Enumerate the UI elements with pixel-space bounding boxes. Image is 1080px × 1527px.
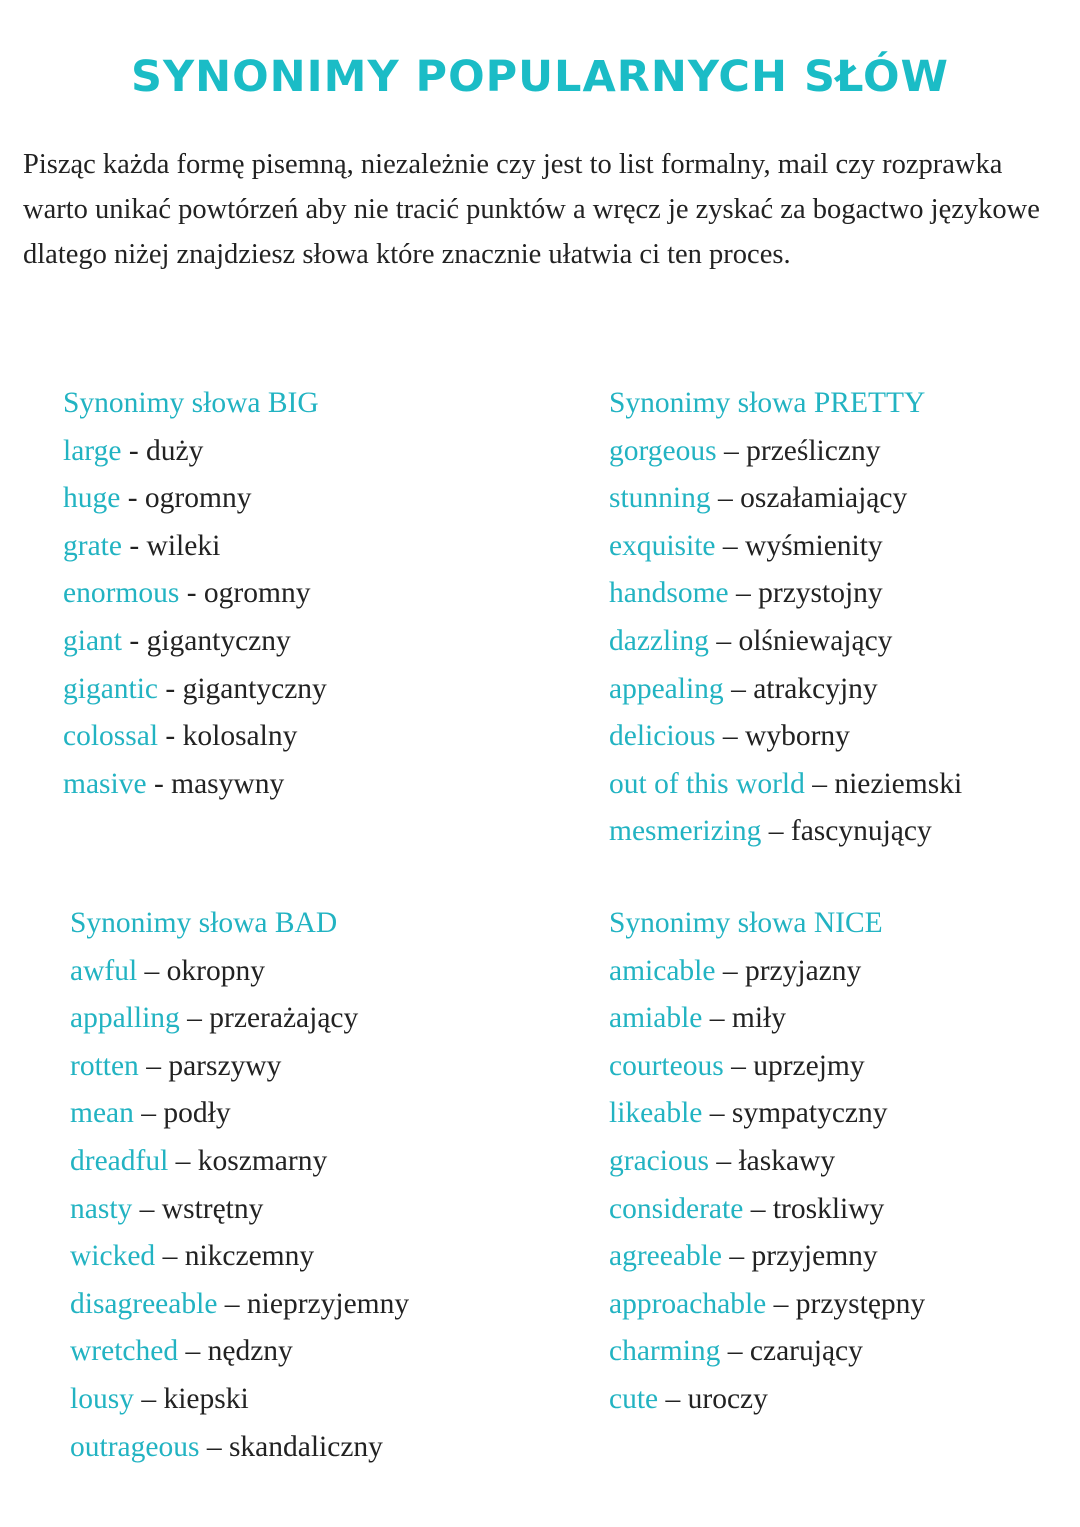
synonym-row [609,1138,925,1186]
synonym-polish: nędzny [207,1335,293,1368]
synonym-row [70,1376,409,1424]
synonym-row [609,713,962,761]
synonym-polish: parszywy [168,1049,282,1082]
synonym-separator: – [138,1049,169,1082]
synonym-row [609,1186,925,1234]
synonym-english: considerate [609,1192,744,1225]
synonym-polish: duży [146,434,204,467]
synonym-english: amicable [609,954,716,987]
synonym-english: stunning [609,482,711,515]
synonym-english: enormous [63,577,180,610]
synonym-polish: uprzejmy [753,1049,865,1082]
synonym-english: mesmerizing [609,815,762,848]
section-pretty [609,380,962,856]
synonym-separator: – [728,577,759,610]
section-heading-nice: Synonimy słowa NICE [609,907,883,939]
synonym-separator: – [199,1430,229,1463]
synonym-polish: gigantyczny [146,624,291,657]
section-heading-pretty: Synonimy słowa PRETTY [609,387,926,419]
synonym-separator: – [702,1002,732,1035]
synonym-row [63,713,327,761]
synonym-polish: olśniewający [738,624,893,657]
synonym-row [70,1138,409,1186]
synonym-separator: – [702,1097,732,1130]
synonym-row [609,1328,925,1376]
synonym-list-big [63,428,327,809]
synonym-polish: przystępny [795,1287,926,1320]
synonym-row [609,1233,925,1281]
synonym-separator: – [720,1335,750,1368]
synonym-polish: ogromny [203,577,311,610]
synonym-polish: troskliwy [772,1192,885,1225]
synonym-polish: gigantyczny [182,672,327,705]
synonym-polish: miły [731,1002,786,1035]
synonym-separator: – [217,1287,247,1320]
synonym-separator: – [178,1335,208,1368]
synonym-polish: masywny [171,767,285,800]
synonym-english: gigantic [63,672,159,705]
synonym-separator: – [722,1240,752,1273]
synonym-english: giant [63,624,122,657]
synonym-english: wicked [70,1240,156,1273]
synonym-english: likeable [609,1097,703,1130]
synonym-separator: – [132,1192,162,1225]
synonym-separator: - [179,577,204,610]
synonym-row [70,948,409,996]
synonym-separator: – [715,720,746,753]
synonym-row [609,948,925,996]
synonym-separator: - [158,720,183,753]
synonym-row [609,1090,925,1138]
synonym-polish: podły [163,1097,231,1130]
synonym-separator: - [120,482,145,515]
synonym-english: amiable [609,1002,703,1035]
synonym-row [609,1376,925,1424]
synonym-polish: okropny [166,954,265,987]
synonym-list-bad [70,948,409,1472]
synonym-separator: - [158,672,183,705]
synonym-english: disagreeable [70,1287,218,1320]
synonym-separator: – [708,1144,739,1177]
synonym-separator: – [168,1144,198,1177]
synonym-english: dazzling [609,624,709,657]
synonym-polish: uroczy [687,1382,768,1415]
synonym-polish: wileki [146,529,221,562]
section-big [63,380,327,808]
synonym-row [63,666,327,714]
synonym-row [609,523,962,571]
section-heading-big: Synonimy słowa BIG [63,387,319,419]
synonym-english: appalling [70,1002,180,1035]
synonym-english: dreadful [70,1144,169,1177]
synonym-english: wretched [70,1335,179,1368]
synonym-english: masive [63,767,147,800]
synonym-english: huge [63,482,121,515]
synonym-english: gracious [609,1144,709,1177]
synonym-row [70,1424,409,1472]
synonym-polish: kolosalny [182,720,298,753]
synonym-polish: prześliczny [746,434,881,467]
synonym-row [609,618,962,666]
synonym-separator: – [716,434,747,467]
synonym-separator: – [804,767,835,800]
synonym-english: approachable [609,1287,767,1320]
synonym-row [63,570,327,618]
synonym-row [63,475,327,523]
synonym-polish: koszmarny [197,1144,328,1177]
synonym-row [70,1186,409,1234]
synonym-row [609,666,962,714]
synonym-row [70,1043,409,1091]
synonym-polish: przystojny [758,577,883,610]
synonym-row [70,1233,409,1281]
synonym-separator: – [715,954,745,987]
synonym-english: rotten [70,1049,139,1082]
synonym-polish: nieziemski [834,767,963,800]
synonym-row [63,761,327,809]
synonym-row [70,1090,409,1138]
synonym-row [609,570,962,618]
synonym-separator: – [743,1192,773,1225]
synonym-separator: – [137,954,167,987]
synonym-polish: czarujący [749,1335,863,1368]
synonym-polish: przerażający [209,1002,359,1035]
synonym-english: appealing [609,672,724,705]
synonym-polish: wyborny [745,720,850,753]
synonym-polish: fascynujący [790,815,932,848]
synonym-separator: – [708,624,739,657]
synonym-row [609,1043,925,1091]
synonym-polish: przyjazny [744,954,862,987]
synonym-row [609,761,962,809]
synonym-separator: - [146,767,172,800]
synonym-english: large [63,434,122,467]
section-nice [609,900,925,1424]
synonym-polish: atrakcyjny [753,672,878,705]
synonym-polish: łaskawy [738,1144,836,1177]
synonym-english: colossal [63,720,159,753]
synonym-row [63,428,327,476]
synonym-polish: kiepski [163,1382,249,1415]
synonym-english: nasty [70,1192,133,1225]
synonym-polish: oszałamiający [740,482,908,515]
synonym-separator: – [761,815,791,848]
synonym-separator: - [122,624,147,657]
synonym-english: cute [609,1382,659,1415]
synonym-separator: – [715,529,746,562]
synonym-row [609,995,925,1043]
synonym-english: grate [63,529,122,562]
synonym-separator: – [133,1382,164,1415]
synonym-english: outrageous [70,1430,200,1463]
synonym-english: charming [609,1335,721,1368]
section-heading-bad: Synonimy słowa BAD [70,907,338,939]
synonym-english: courteous [609,1049,724,1082]
synonym-polish: ogromny [144,482,252,515]
synonym-row [70,1281,409,1329]
synonym-polish: wstrętny [161,1192,264,1225]
synonym-separator: – [710,482,741,515]
synonym-list-nice [609,948,925,1424]
synonym-english: out of this world [609,767,805,800]
synonym-english: awful [70,954,138,987]
synonym-row [609,808,962,856]
synonym-list-pretty [609,428,962,856]
synonym-separator: - [121,434,147,467]
synonym-english: lousy [70,1382,134,1415]
section-bad [70,900,409,1471]
page-title: SYNONIMY POPULARNYCH SŁÓW [131,52,949,102]
synonym-row [609,1281,925,1329]
synonym-polish: nikczemny [184,1240,315,1273]
synonym-row [70,1328,409,1376]
intro-paragraph: Pisząc każda formę pisemną, niezależnie czy jest to list formalny, mail czy rozprawka warto unikać powtórzeń aby nie tracić punktów a wręcz je zyskać za bogactwo językowe dlatego niżej znajdziesz słowa które znacznie ułatwia ci ten proces. [23,149,1040,270]
synonym-row [609,475,962,523]
synonym-separator: – [723,672,754,705]
synonym-separator: – [133,1097,164,1130]
synonym-separator: – [766,1287,796,1320]
synonym-english: mean [70,1097,134,1130]
synonym-row [70,995,409,1043]
synonym-english: exquisite [609,529,716,562]
synonym-row [63,618,327,666]
synonym-polish: skandaliczny [228,1430,383,1463]
synonym-polish: wyśmienity [745,529,883,562]
synonym-row [609,428,962,476]
synonym-polish: nieprzyjemny [246,1287,410,1320]
synonym-separator: - [121,529,147,562]
synonym-separator: – [723,1049,754,1082]
synonym-english: handsome [609,577,729,610]
synonym-english: agreeable [609,1240,722,1273]
synonym-english: delicious [609,720,716,753]
synonym-separator: – [179,1002,210,1035]
synonym-polish: przyjemny [751,1240,878,1273]
synonym-separator: – [658,1382,688,1415]
synonym-english: gorgeous [609,434,717,467]
synonym-row [63,523,327,571]
synonym-separator: – [155,1240,185,1273]
synonym-polish: sympatyczny [731,1097,888,1130]
